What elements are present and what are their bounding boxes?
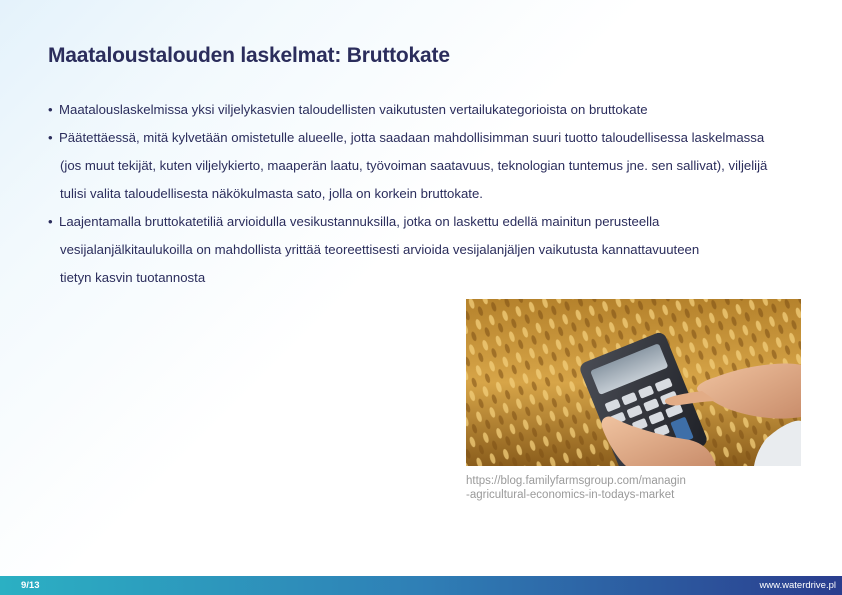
bullet-text-line: tulisi valita taloudellisesta näkökulmasta sato, jolla on korkein bruttokate. [60,186,483,201]
bullet-item [48,124,828,208]
bullet-item [48,208,828,292]
bullet-marker: • [48,102,53,117]
website-link[interactable]: www.waterdrive.pl [759,580,836,591]
bullet-item [48,96,828,124]
bullet-text-line: tietyn kasvin tuotannosta [60,270,206,285]
image-source-caption [466,474,766,502]
wheat-calculator-photo [466,299,801,466]
bullet-text-line: Laajentamalla bruttokatetiliä arvioidulla vesikustannuksilla, jotka on laskettu edellä mainitun perusteella [59,214,660,229]
caption-line: -agricultural-economics-in-todays-market [466,489,675,501]
footer-bar [0,576,842,595]
bullet-marker: • [48,130,53,145]
bullet-text-line: Päätettäessä, mitä kylvetään omistetulle alueelle, jotta saadaan mahdollisimman suuri tuotto taloudellisessa laskelmassa [59,130,765,145]
bullet-text-line: (jos muut tekijät, kuten viljelykierto, maaperän laatu, työvoiman saatavuus, teknologian tuntemus jne. sen sallivat), viljelijä [60,158,768,173]
bullet-text-line: vesijalanjälkitaulukoilla on mahdollista yrittää teoreettisesti arvioida vesijalanjäljen vaikutusta kannattavuuteen [60,242,700,257]
page-number: 9/13 [21,580,40,591]
bullet-marker: • [48,214,53,229]
bullet-list [48,96,828,292]
slide-title: Maataloustalouden laskelmat: Bruttokate [48,44,450,67]
bullet-text-line: Maatalouslaskelmissa yksi viljelykasvien taloudellisten vaikutusten vertailukategorioista on bruttokate [59,102,648,117]
caption-line: https://blog.familyfarmsgroup.com/managin [466,475,686,487]
